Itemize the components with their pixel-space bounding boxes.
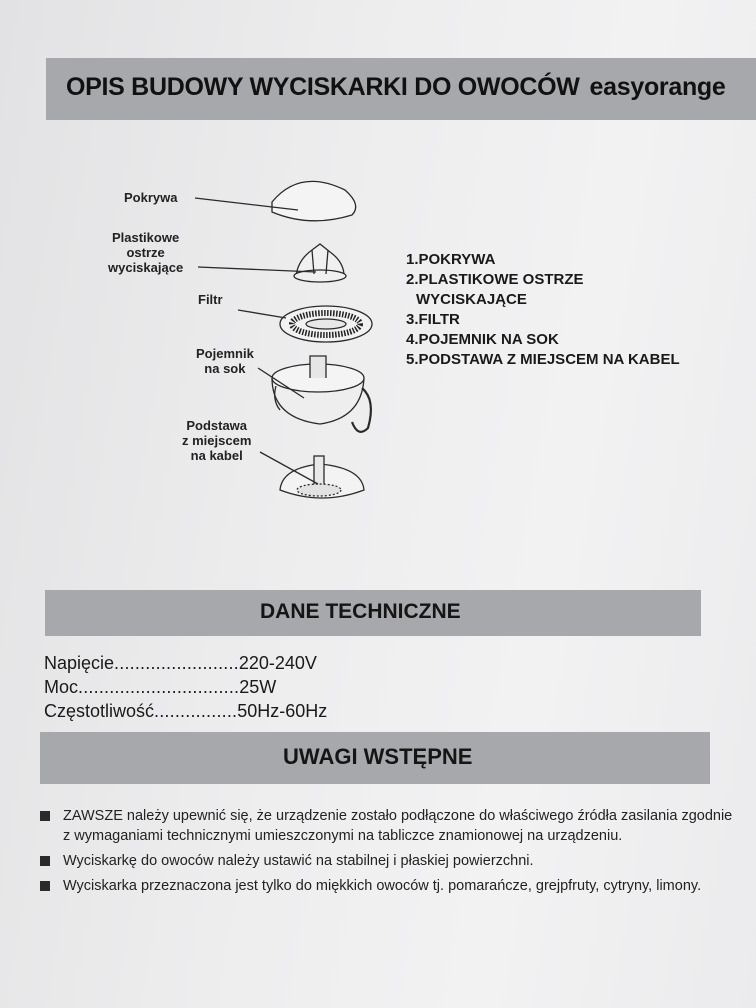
brand-name: easyorange <box>589 73 726 101</box>
spec-value: 50Hz-60Hz <box>237 701 328 721</box>
label-ostrze <box>108 230 183 275</box>
spec-dots: ................ <box>154 701 238 721</box>
list-item <box>38 851 738 871</box>
note-text: ZAWSZE należy upewnić się, że urządzenie zostało podłączone do właściwego źródła zasilania zgodnie z wymaganiami technicznymi umieszczonymi na tabliczce znamionowej na urządzeniu. <box>63 808 733 844</box>
tech-heading: DANE TECHNICZNE <box>260 600 461 623</box>
spec-row <box>44 700 327 722</box>
spec-dots: ........................ <box>114 653 239 673</box>
label-ostrze-line-2: ostrze <box>126 245 165 260</box>
spec-label: Moc <box>44 677 79 697</box>
parts-list <box>406 250 680 370</box>
label-ostrze-line-1: Plastikowe <box>111 230 180 245</box>
page-title <box>66 73 726 102</box>
label-pojemnik-line-1: Pojemnik <box>196 346 254 361</box>
label-ostrze-line-3: wyciskające <box>108 260 184 275</box>
label-podstawa-line-2: z miejscem <box>182 433 252 448</box>
list-item <box>38 806 738 846</box>
label-podstawa-line-1: Podstawa <box>186 418 248 433</box>
filter-leader <box>238 310 286 318</box>
parts-item: 5.PODSTAWA Z MIEJSCEM NA KABEL <box>406 351 680 368</box>
note-text: Wyciskarkę do owoców należy ustawić na stabilnej i płaskiej powierzchni. <box>63 853 534 869</box>
bullet-square-icon <box>40 856 50 866</box>
notes-list <box>38 806 738 901</box>
spec-row <box>44 676 276 698</box>
parts-item: 2.PLASTIKOWE OSTRZE <box>406 271 584 288</box>
parts-item: 3.FILTR <box>406 311 460 328</box>
spec-value: 220-240V <box>238 653 317 673</box>
spec-label: Napięcie <box>44 653 115 673</box>
spec-label: Częstotliwość <box>44 701 155 721</box>
label-pojemnik <box>196 346 254 376</box>
notes-heading: UWAGI WSTĘPNE <box>283 744 473 769</box>
label-podstawa-line-3: na kabel <box>190 448 243 463</box>
bullet-square-icon <box>40 811 50 821</box>
spec-value: 25W <box>239 677 277 697</box>
parts-item: 4.POJEMNIK NA SOK <box>406 331 559 348</box>
label-pokrywa: Pokrywa <box>124 190 178 205</box>
juicer-diagram <box>100 160 400 530</box>
lid-shape <box>272 181 356 220</box>
parts-item: WYCISKAJĄCE <box>416 291 527 308</box>
bullet-square-icon <box>40 881 50 891</box>
spec-dots: ............................... <box>78 677 240 697</box>
spec-row <box>44 652 317 674</box>
label-filtr: Filtr <box>198 292 223 307</box>
title-text: OPIS BUDOWY WYCISKARKI DO OWOCÓW <box>66 73 580 101</box>
label-podstawa <box>182 418 251 463</box>
parts-item: 1.POKRYWA <box>406 251 496 268</box>
juicer-illustration <box>100 160 400 530</box>
list-item <box>38 876 738 896</box>
note-text: Wyciskarka przeznaczona jest tylko do miękkich owoców tj. pomarańcze, grejpfruty, cytryny, limony. <box>63 878 702 894</box>
label-pojemnik-line-2: na sok <box>204 361 246 376</box>
